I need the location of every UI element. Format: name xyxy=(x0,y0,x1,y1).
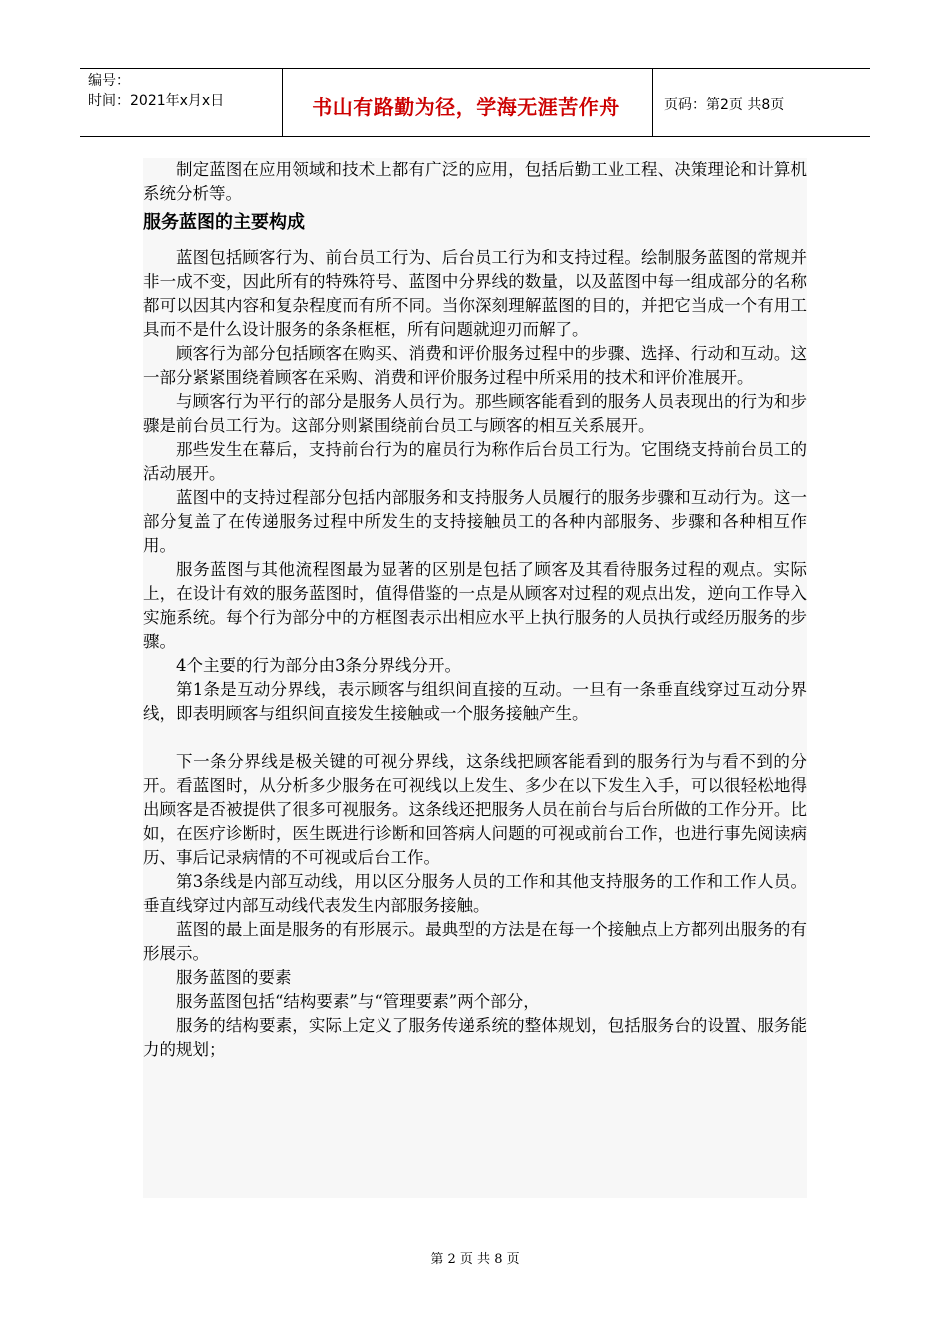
header-meta xyxy=(88,71,224,111)
document-body xyxy=(143,158,807,1198)
section-heading: 服务蓝图的主要构成 xyxy=(143,212,305,233)
body-paragraph: 服务蓝图包括“结构要素”与“管理要素”两个部分， xyxy=(176,992,540,1011)
header-top-rule xyxy=(80,68,870,69)
header-divider-right xyxy=(652,68,653,136)
body-paragraph: 第1条是互动分界线，表示顾客与组织间直接的互动。一旦有一条垂直线穿过互动分界线，即表明顾客与组织间直接发生接触或一个服务接触产生。 xyxy=(143,680,807,723)
header-bottom-rule xyxy=(80,136,870,137)
header-motto: 书山有路勤为径，学海无涯苦作舟 xyxy=(312,95,620,119)
body-paragraph: 4个主要的行为部分由3条分界线分开。 xyxy=(176,656,461,675)
body-paragraph: 服务蓝图与其他流程图最为显著的区别是包括了顾客及其看待服务过程的观点。实际上，在设计有效的服务蓝图时，值得借鉴的一点是从顾客对过程的观点出发，逆向工作导入实施系统。每个行为部分中的方框图表示出相应水平上执行服务的人员执行或经历服务的步骤。 xyxy=(143,560,807,651)
paragraph-gap xyxy=(143,726,807,750)
body-paragraph: 那些发生在幕后，支持前台行为的雇员行为称作后台员工行为。它围绕支持前台员工的活动展开。 xyxy=(143,440,807,483)
document-number-label: 编号： xyxy=(88,73,130,89)
intro-paragraph: 制定蓝图在应用领域和技术上都有广泛的应用，包括后勤工业工程、决策理论和计算机系统分析等。 xyxy=(143,160,807,203)
subheading-paragraph: 服务蓝图的要素 xyxy=(176,968,292,987)
body-paragraph: 蓝图包括顾客行为、前台员工行为、后台员工行为和支持过程。绘制服务蓝图的常规并非一成不变，因此所有的特殊符号、蓝图中分界线的数量，以及蓝图中每一组成部分的名称都可以因其内容和复杂程度而有所不同。当你深刻理解蓝图的目的，并把它当成一个有用工具而不是什么设计服务的条条框框，所有问题就迎刃而解了。 xyxy=(143,248,807,339)
body-paragraph: 下一条分界线是极关键的可视分界线，这条线把顾客能看到的服务行为与看不到的分开。看蓝图时，从分析多少服务在可视线以上发生、多少在以下发生入手，可以很轻松地得出顾客是否被提供了很多可视服务。这条线还把服务人员在前台与后台所做的工作分开。比如，在医疗诊断时，医生既进行诊断和回答病人问题的可视或前台工作，也进行事先阅读病历、事后记录病情的不可视或后台工作。 xyxy=(143,752,807,867)
body-paragraph: 第3条线是内部互动线，用以区分服务人员的工作和其他支持服务的工作和工作人员。垂直线穿过内部互动线代表发生内部服务接触。 xyxy=(143,872,807,915)
body-paragraph: 服务的结构要素，实际上定义了服务传递系统的整体规划，包括服务台的设置、服务能力的规划； xyxy=(143,1016,807,1059)
body-paragraph: 顾客行为部分包括顾客在购买、消费和评价服务过程中的步骤、选择、行动和互动。这一部分紧紧围绕着顾客在采购、消费和评价服务过程中所采用的技术和评价准展开。 xyxy=(143,344,807,387)
document-time-label: 时间：2021年x月x日 xyxy=(88,93,225,109)
body-paragraph: 蓝图的最上面是服务的有形展示。最典型的方法是在每一个接触点上方都列出服务的有形展示。 xyxy=(143,920,807,963)
body-paragraph: 与顾客行为平行的部分是服务人员行为。那些顾客能看到的服务人员表现出的行为和步骤是前台员工行为。这部分则紧围绕前台员工与顾客的相互关系展开。 xyxy=(143,392,807,435)
header-page-number: 页码：第2页 共8页 xyxy=(664,97,785,113)
page-footer: 第 2 页 共 8 页 xyxy=(430,1252,520,1267)
body-paragraph: 蓝图中的支持过程部分包括内部服务和支持服务人员履行的服务步骤和互动行为。这一部分复盖了在传递服务过程中所发生的支持接触员工的各种内部服务、步骤和各种相互作用。 xyxy=(143,488,807,555)
